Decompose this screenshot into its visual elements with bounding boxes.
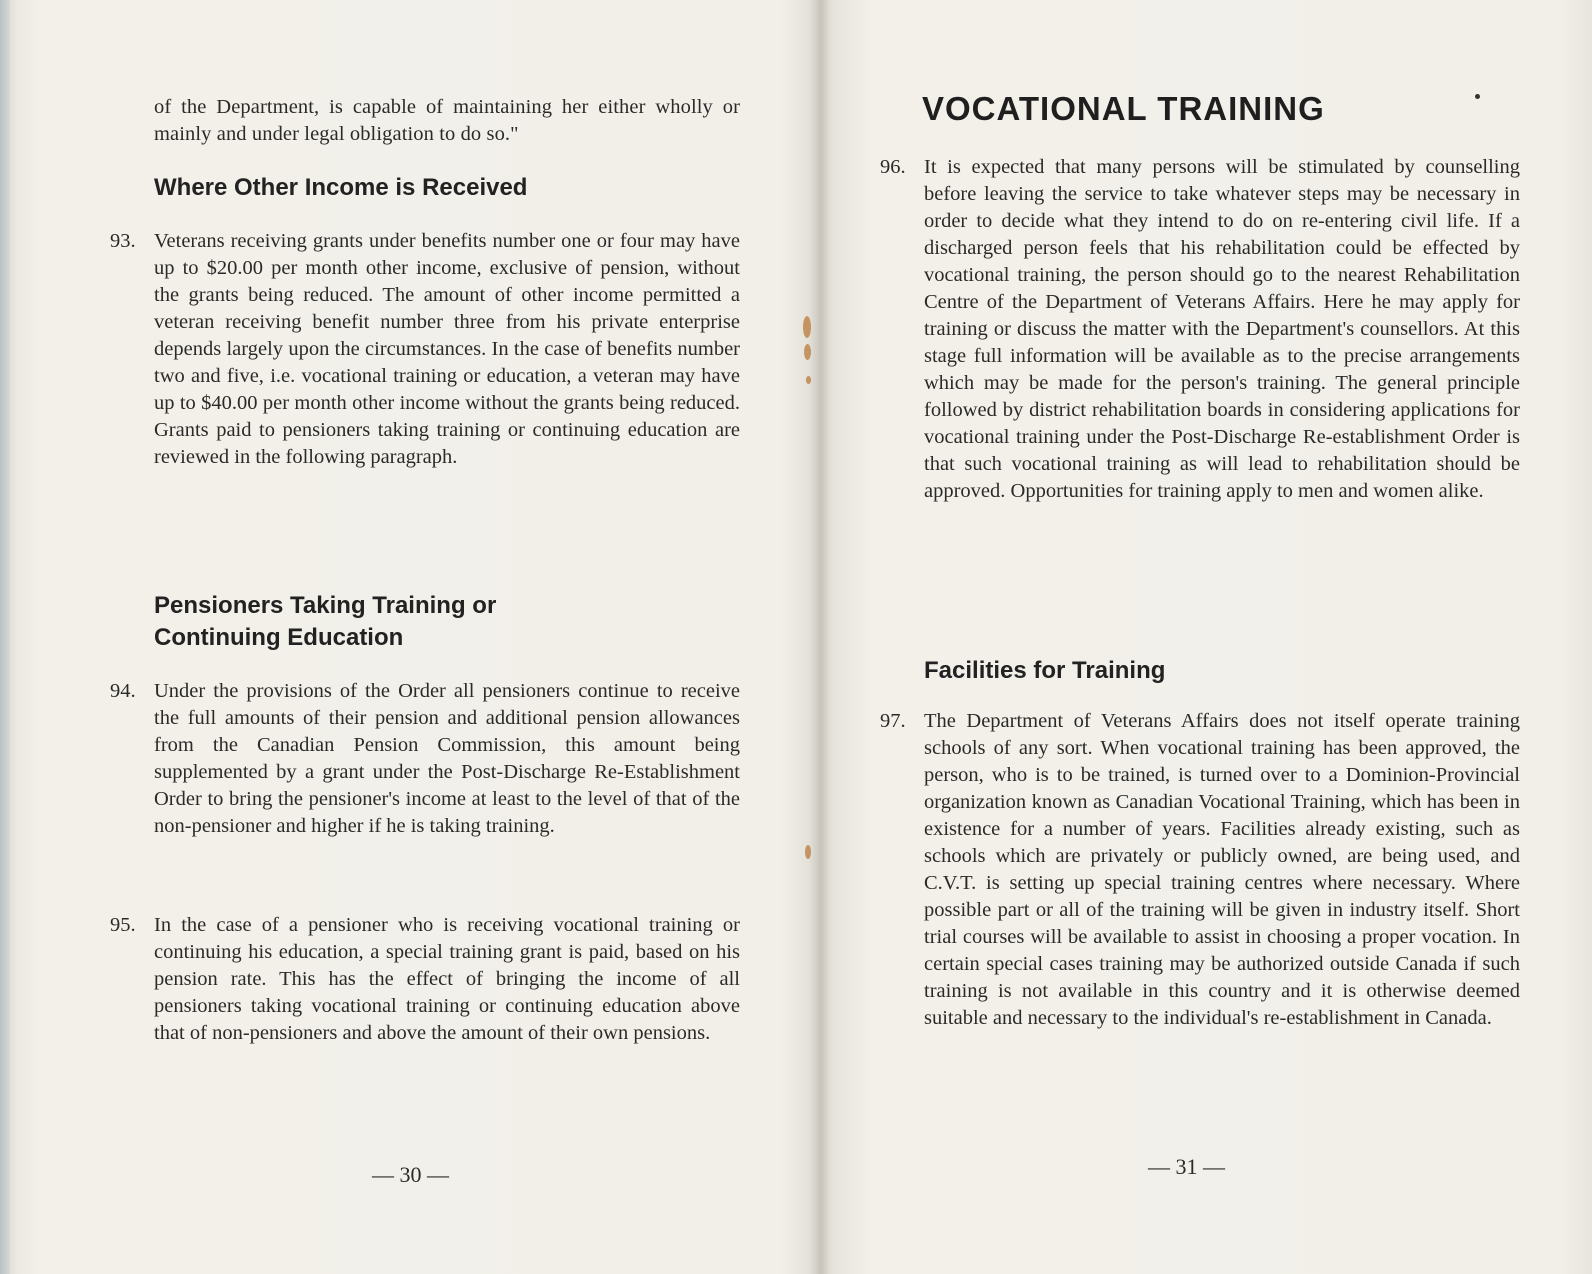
paragraph-number: 95.: [110, 914, 136, 936]
paragraph-number: 94.: [110, 680, 136, 702]
paragraph-94: [110, 678, 740, 840]
continuation-text: of the Department, is capable of maintaining her either wholly or mainly and under legal obligation to do so.": [154, 96, 740, 145]
paragraph-97: [880, 708, 1520, 1032]
paragraph-number: 93.: [110, 230, 136, 252]
paragraph-text: In the case of a pensioner who is receiving vocational training or continuing his education, a special training grant is paid, based on his pension rate. This has the effect of bringing the income of all pensioners taking vocational training or continuing education above that of non-pensioners and above the amount of their own pensions.: [154, 914, 740, 1044]
left-page: [110, 0, 740, 1274]
paragraph-95: [110, 912, 740, 1047]
paragraph-text: Under the provisions of the Order all pensioners continue to receive the full amounts of their pension and additional pension allowances from the Canadian Pension Commission, this amount being supplemented by a grant under the Post-Discharge Re-Establishment Order to bring the pensioner's income at least to the level of that of the non-pensioner and higher if he is taking training.: [154, 680, 740, 837]
paragraph-text: Veterans receiving grants under benefits number one or four may have up to $20.00 per month other income, exclusive of pension, without the grants being reduced. The amount of other income permitted a veteran receiving benefit number three from his private enterprise depends largely upon the circumstances. In the case of benefits number two and five, i.e. vocational training or education, a veteran may have up to $40.00 per month other income without the grants being reduced. Grants paid to pensioners taking training or continuing education are reviewed in the following paragraph.: [154, 230, 740, 468]
paragraph-number: 96.: [880, 156, 906, 178]
paper-stain: [806, 376, 811, 384]
paragraph-93: [110, 228, 740, 471]
ink-dot: [1475, 94, 1480, 99]
paper-stain: [805, 845, 811, 859]
section-heading-pensioners: [154, 590, 496, 654]
book-gutter: [808, 0, 830, 1274]
paragraph-96: [880, 154, 1520, 505]
paragraph-number: 97.: [880, 710, 906, 732]
paper-stain: [804, 344, 811, 360]
heading-line: Pensioners Taking Training or: [154, 592, 497, 619]
cover-edge: [0, 0, 10, 1274]
paper-stain: [803, 316, 811, 338]
section-heading-other-income: Where Other Income is Received: [154, 174, 528, 201]
right-page: [880, 0, 1520, 1274]
section-heading-facilities: Facilities for Training: [924, 657, 1166, 684]
page-number: — 30 —: [372, 1162, 449, 1187]
page-number: — 31 —: [1148, 1154, 1225, 1179]
paragraph-text: The Department of Veterans Affairs does not itself operate training schools of any sort. When vocational training has been approved, the person, who is to be trained, is turned over to a Dominion-Provincial organization known as Canadian Vocational Training, which has been in existence for a number of years. Facilities already existing, such as schools which are privately or publicly owned, are being used, and C.V.T. is setting up special training centres where necessary. Where possible part or all of the training will be given in industry itself. Short trial courses will be available to assist in choosing a proper vocation. In certain special cases training may be authorized outside Canada if such training is not available in this country and it is otherwise deemed suitable and necessary to the individual's re-establishment in Canada.: [924, 710, 1520, 1029]
paragraph-text: It is expected that many persons will be stimulated by counselling before leaving the service to take whatever steps may be necessary in order to decide what they intend to do on re-entering civil life. If a discharged person feels that his rehabilitation could be effected by vocational training, the person should go to the nearest Rehabilitation Centre of the Department of Veterans Affairs. Here he may apply for training or discuss the matter with the Department's counsellors. At this stage full information will be available as to the precise arrangements which may be made for the person's training. The general principle followed by district rehabilitation boards in considering applications for vocational training under the Post-Discharge Re-establishment Order is that such vocational training as will lead to rehabilitation should be approved. Opportunities for training apply to men and women alike.: [924, 156, 1520, 502]
heading-line: Continuing Education: [154, 624, 404, 651]
page-title: VOCATIONAL TRAINING: [922, 90, 1325, 127]
